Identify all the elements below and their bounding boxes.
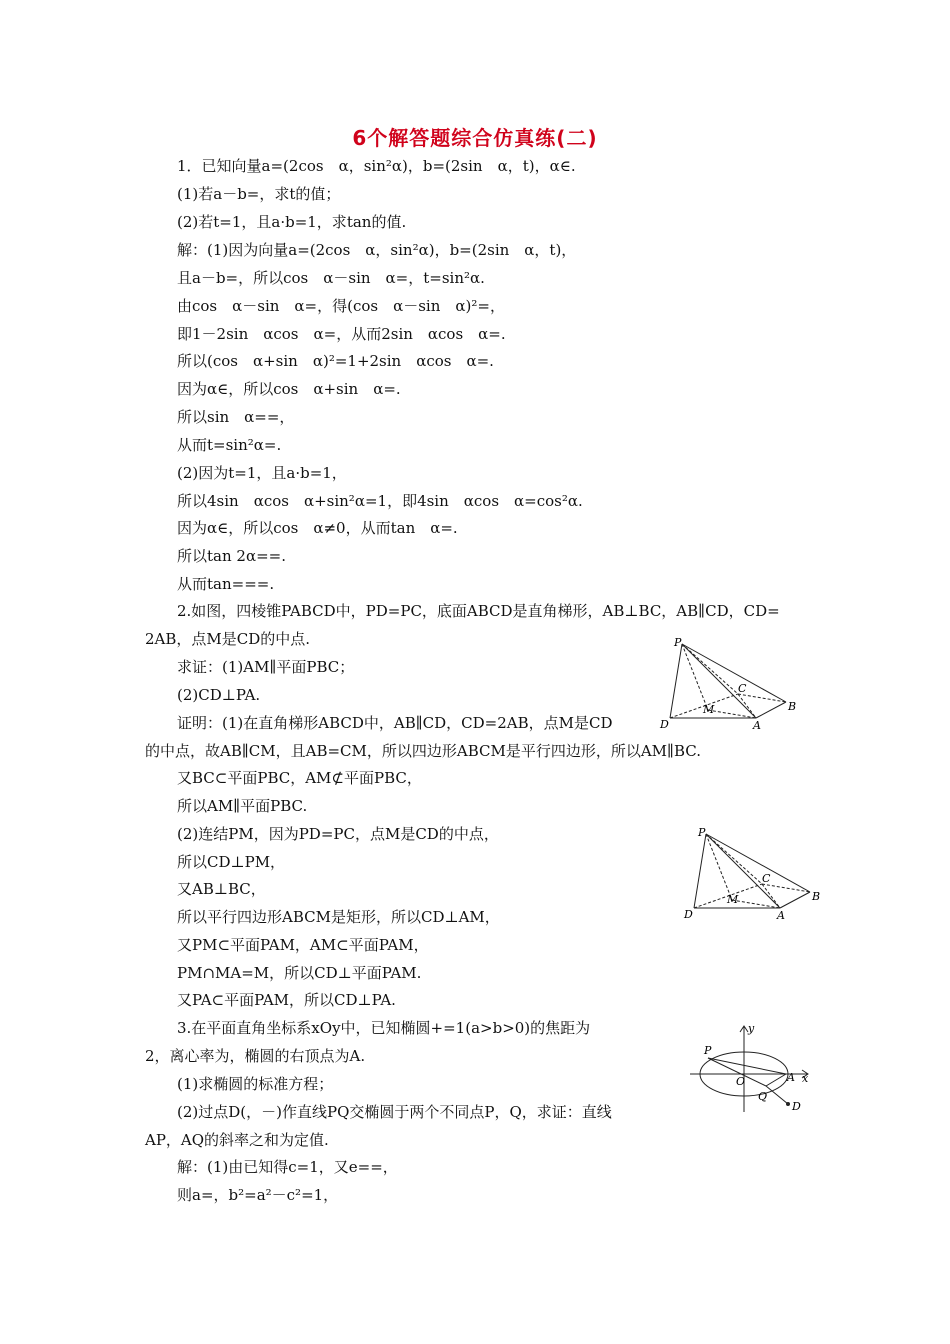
label-C: C xyxy=(762,872,771,885)
label-x: x xyxy=(802,1072,809,1085)
label-O: O xyxy=(736,1075,746,1088)
text-line: 2AB，点M是CD的中点. xyxy=(145,630,311,648)
label-D: D xyxy=(660,718,669,731)
text-line: (2)因为t=1，且a·b=1， xyxy=(177,464,347,482)
text-line: (2)CD⊥PA. xyxy=(177,686,261,704)
text-line: 因为α∈，所以cos α+sin α=. xyxy=(177,380,401,398)
page-title: 6个解答题综合仿真练(二) xyxy=(352,126,598,150)
label-M: M xyxy=(727,893,739,906)
label-B: B xyxy=(812,890,821,903)
text-line: 因为α∈，所以cos α≠0，从而tan α=. xyxy=(177,519,458,537)
text-line: 所以sin α==， xyxy=(177,408,295,426)
text-line: 所以CD⊥PM， xyxy=(177,853,286,871)
text-line: 从而t=sin²α=. xyxy=(177,436,282,454)
text-line: 则a=，b²=a²－c²=1， xyxy=(177,1186,339,1204)
label-D: D xyxy=(792,1100,801,1113)
text-line: 解：(1)由已知得c=1，又e==， xyxy=(177,1158,398,1176)
label-B: B xyxy=(788,700,797,713)
text-line: 从而tan===. xyxy=(177,575,275,593)
ellipse-figure xyxy=(686,1022,814,1114)
text-line: (2)连结PM，因为PD=PC，点M是CD的中点， xyxy=(177,825,499,843)
text-line: 1．已知向量a=(2cos α，sin²α)，b=(2sin α，t)，α∈. xyxy=(177,157,576,175)
label-P: P xyxy=(674,636,682,649)
label-A: A xyxy=(777,909,785,922)
label-M: M xyxy=(703,703,715,716)
text-line: 2.如图，四棱锥PABCD中，PD=PC，底面ABCD是直角梯形，AB⊥BC，AB∥CD，CD= xyxy=(177,602,780,620)
text-line: 所以(cos α+sin α)²=1+2sin αcos α=. xyxy=(177,352,494,370)
text-line: 2，离心率为，椭圆的右顶点为A. xyxy=(145,1047,366,1065)
text-line: 3.在平面直角坐标系xOy中，已知椭圆+=1(a>b>0)的焦距为 xyxy=(177,1019,591,1037)
text-line: 所以tan 2α==. xyxy=(177,547,286,565)
label-D: D xyxy=(684,908,693,921)
text-line: 证明：(1)在直角梯形ABCD中，AB∥CD，CD=2AB，点M是CD xyxy=(177,714,613,732)
text-line: (1)若a－b=，求t的值； xyxy=(177,185,341,203)
text-line: 所以平行四边形ABCM是矩形，所以CD⊥AM， xyxy=(177,908,500,926)
label-y: y xyxy=(748,1022,755,1035)
text-line: 且a－b=，所以cos α－sin α=，t=sin²α. xyxy=(177,269,485,287)
text-line: (2)过点D(，－)作直线PQ交椭圆于两个不同点P，Q，求证：直线 xyxy=(177,1103,612,1121)
text-line: 即1－2sin αcos α=，从而2sin αcos α=. xyxy=(177,325,506,343)
text-line: 又PM⊂平面PAM，AM⊂平面PAM， xyxy=(177,936,429,954)
text-line: 解：(1)因为向量a=(2cos α，sin²α)，b=(2sin α，t)， xyxy=(177,241,577,259)
text-line: 所以AM∥平面PBC. xyxy=(177,797,308,815)
label-Q: Q xyxy=(758,1090,768,1103)
text-line: AP，AQ的斜率之和为定值. xyxy=(145,1131,329,1149)
label-P: P xyxy=(698,826,706,839)
text-line: (1)求椭圆的标准方程； xyxy=(177,1075,334,1093)
text-line: PM∩MA=M，所以CD⊥平面PAM. xyxy=(177,964,422,982)
text-line: 的中点，故AB∥CM，且AB=CM，所以四边形ABCM是平行四边形，所以AM∥BC. xyxy=(145,742,701,760)
pyramid-figure-2 xyxy=(682,826,822,924)
text-line: 所以4sin αcos α+sin²α=1，即4sin αcos α=cos²α. xyxy=(177,492,583,510)
label-C: C xyxy=(738,682,747,695)
label-A: A xyxy=(787,1071,795,1084)
text-line: 又AB⊥BC， xyxy=(177,880,266,898)
label-A: A xyxy=(753,719,761,732)
text-line: 又BC⊂平面PBC，AM⊄平面PBC， xyxy=(177,769,422,787)
label-P: P xyxy=(704,1044,712,1057)
text-line: (2)若t=1，且a·b=1，求tan的值. xyxy=(177,213,407,231)
pyramid-figure-1 xyxy=(658,636,798,734)
text-line: 又PA⊂平面PAM，所以CD⊥PA. xyxy=(177,991,396,1009)
text-line: 由cos α－sin α=，得(cos α－sin α)²=， xyxy=(177,297,505,315)
text-line: 求证：(1)AM∥平面PBC； xyxy=(177,658,355,676)
